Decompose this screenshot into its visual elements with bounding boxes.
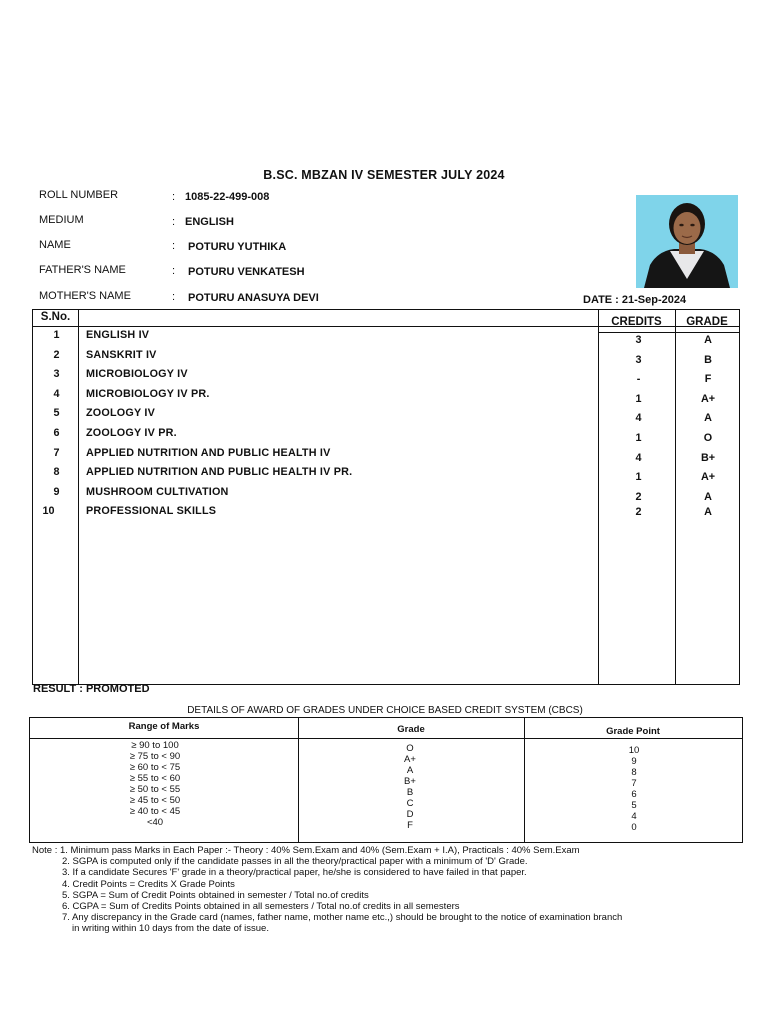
name-label: NAME <box>39 239 71 251</box>
row-subject: MICROBIOLOGY IV <box>86 368 188 381</box>
mother-name-label: MOTHER'S NAME <box>39 290 131 302</box>
credits-header: CREDITS <box>611 316 662 328</box>
table-row <box>33 486 739 506</box>
result-status: RESULT : PROMOTED <box>33 683 150 695</box>
grade-value: B <box>406 787 414 798</box>
roll-number-colon: : <box>172 191 176 203</box>
row-grade: A <box>704 506 712 519</box>
row-grade: A <box>704 334 712 346</box>
row-subject: ZOOLOGY IV <box>86 407 155 420</box>
portrait-image <box>636 195 738 288</box>
grade-point-value: 8 <box>631 767 637 778</box>
note-item: 3. If a candidate Secures 'F' grade in a theory/practical paper, he/she is considered to have failed in that paper. <box>62 867 527 879</box>
range-value: <40 <box>146 817 164 828</box>
grade-value: C <box>406 798 414 809</box>
range-header: Range of Marks <box>128 721 200 732</box>
range-value: ≥ 90 to 100 <box>131 740 179 751</box>
row-sno: 7 <box>53 446 60 459</box>
range-column <box>125 740 185 828</box>
cbcs-grade-table <box>29 717 743 843</box>
grade-point-value: 10 <box>628 745 640 756</box>
range-value: ≥ 40 to < 45 <box>129 806 181 817</box>
note-item: 7. Any discrepancy in the Grade card (names, father name, mother name etc.,) should be brought to the notice of examination branch <box>62 912 623 924</box>
note-item: 2. SGPA is computed only if the candidate passes in all the theory/practical paper with a minimum of 'D' Grade. <box>62 856 528 868</box>
father-name-label: FATHER'S NAME <box>39 264 126 276</box>
grade-value: A <box>406 765 414 776</box>
header-divider <box>30 738 742 739</box>
roll-number-label: ROLL NUMBER <box>39 189 119 201</box>
row-credits: 1 <box>635 471 642 484</box>
name-colon: : <box>172 240 176 252</box>
range-value: ≥ 50 to < 55 <box>129 784 181 795</box>
table-row <box>33 505 739 525</box>
row-grade: B+ <box>700 451 716 464</box>
note-item: 4. Credit Points = Credits X Grade Points <box>62 878 235 890</box>
row-sno: 6 <box>53 427 60 439</box>
row-sno: 3 <box>53 368 60 381</box>
grade-header: Grade <box>397 724 425 735</box>
medium-label: MEDIUM <box>39 214 84 226</box>
row-subject: PROFESSIONAL SKILLS <box>86 505 217 518</box>
grade-point-value: 9 <box>631 756 637 767</box>
sno-header: S.No. <box>40 311 71 323</box>
mother-name-value: POTURU ANASUYA DEVI <box>188 292 319 304</box>
row-sno: 2 <box>53 348 60 361</box>
row-credits: 2 <box>635 506 642 519</box>
mother-name-colon: : <box>172 291 176 303</box>
table-row <box>33 388 739 408</box>
row-subject: SANSKRIT IV <box>86 348 157 361</box>
row-credits: 3 <box>635 353 642 366</box>
row-grade: B <box>704 353 712 366</box>
row-sno: 9 <box>53 485 60 498</box>
range-value: ≥ 55 to < 60 <box>129 773 181 784</box>
row-credits: 4 <box>635 451 642 464</box>
table-row <box>33 447 739 467</box>
table-row <box>33 368 739 388</box>
row-grade: A+ <box>700 392 716 405</box>
grade-value: B+ <box>404 776 416 787</box>
row-subject: APPLIED NUTRITION AND PUBLIC HEALTH IV <box>86 446 331 459</box>
row-subject: ENGLISH IV <box>86 329 150 341</box>
marks-table <box>32 309 740 685</box>
row-sno: 1 <box>53 329 60 341</box>
grade-point-value: 4 <box>631 811 637 822</box>
medium-colon: : <box>172 216 176 228</box>
range-value: ≥ 45 to < 50 <box>129 795 181 806</box>
row-credits: 4 <box>635 412 642 425</box>
table-row <box>33 329 739 349</box>
range-value: ≥ 60 to < 75 <box>129 762 181 773</box>
row-credits: 1 <box>635 392 642 405</box>
row-credits: 2 <box>635 490 642 503</box>
note-item: 6. CGPA = Sum of Credits Points obtained in all semesters / Total no.of credits in all semesters <box>62 901 460 913</box>
table-row <box>33 427 739 447</box>
grade-value: O <box>406 743 414 754</box>
row-sno: 10 <box>42 505 55 518</box>
note-item: 5. SGPA = Sum of Credit Points obtained in semester / Total no.of credits <box>62 889 369 901</box>
grade-column <box>390 743 430 831</box>
row-grade: O <box>703 432 713 444</box>
row-grade: F <box>704 373 712 386</box>
grade-value: F <box>407 820 413 831</box>
range-value: ≥ 75 to < 90 <box>129 751 181 762</box>
row-grade: A <box>704 490 712 503</box>
grade-header: GRADE <box>686 316 728 328</box>
row-subject: APPLIED NUTRITION AND PUBLIC HEALTH IV PR. <box>86 466 353 479</box>
note-item: in writing within 10 days from the date of issue. <box>72 923 269 935</box>
grade-point-value: 6 <box>631 789 637 800</box>
grade-point-value: 0 <box>631 822 637 833</box>
grade-point-value: 7 <box>631 778 637 789</box>
issue-date: DATE : 21-Sep-2024 <box>583 294 687 306</box>
row-subject: MICROBIOLOGY IV PR. <box>86 387 210 400</box>
row-subject: MUSHROOM CULTIVATION <box>86 485 229 498</box>
row-credits: 1 <box>635 432 642 444</box>
row-credits: 3 <box>635 334 642 346</box>
table-row <box>33 466 739 486</box>
column-divider <box>298 718 299 842</box>
name-value: POTURU YUTHIKA <box>188 241 287 253</box>
grade-value: D <box>406 809 414 820</box>
row-credits: - <box>636 373 641 386</box>
medium-value: ENGLISH <box>185 216 234 228</box>
grade-point-header: Grade Point <box>606 726 660 737</box>
row-grade: A+ <box>700 471 716 484</box>
student-photo <box>636 195 738 288</box>
table-row <box>33 349 739 369</box>
grade-point-value: 5 <box>631 800 637 811</box>
table-row <box>33 407 739 427</box>
grade-point-column <box>614 745 654 833</box>
father-name-colon: : <box>172 265 176 277</box>
notes-section <box>32 845 622 935</box>
row-sno: 5 <box>53 407 60 420</box>
row-subject: ZOOLOGY IV PR. <box>86 427 177 439</box>
document-title: B.SC. MBZAN IV SEMESTER JULY 2024 <box>263 168 505 182</box>
row-sno: 8 <box>53 466 60 479</box>
father-name-value: POTURU VENKATESH <box>188 266 305 278</box>
grade-value: A+ <box>404 754 416 765</box>
note-item: Note : 1. Minimum pass Marks in Each Paper :- Theory : 40% Sem.Exam and 40% (Sem.Exam + I.A), Practicals : 40% Sem.Exam <box>32 845 580 856</box>
row-sno: 4 <box>53 387 60 400</box>
cbcs-title: DETAILS OF AWARD OF GRADES UNDER CHOICE BASED CREDIT SYSTEM (CBCS) <box>187 705 583 716</box>
row-grade: A <box>704 412 712 425</box>
roll-number-value: 1085-22-499-008 <box>185 191 270 203</box>
